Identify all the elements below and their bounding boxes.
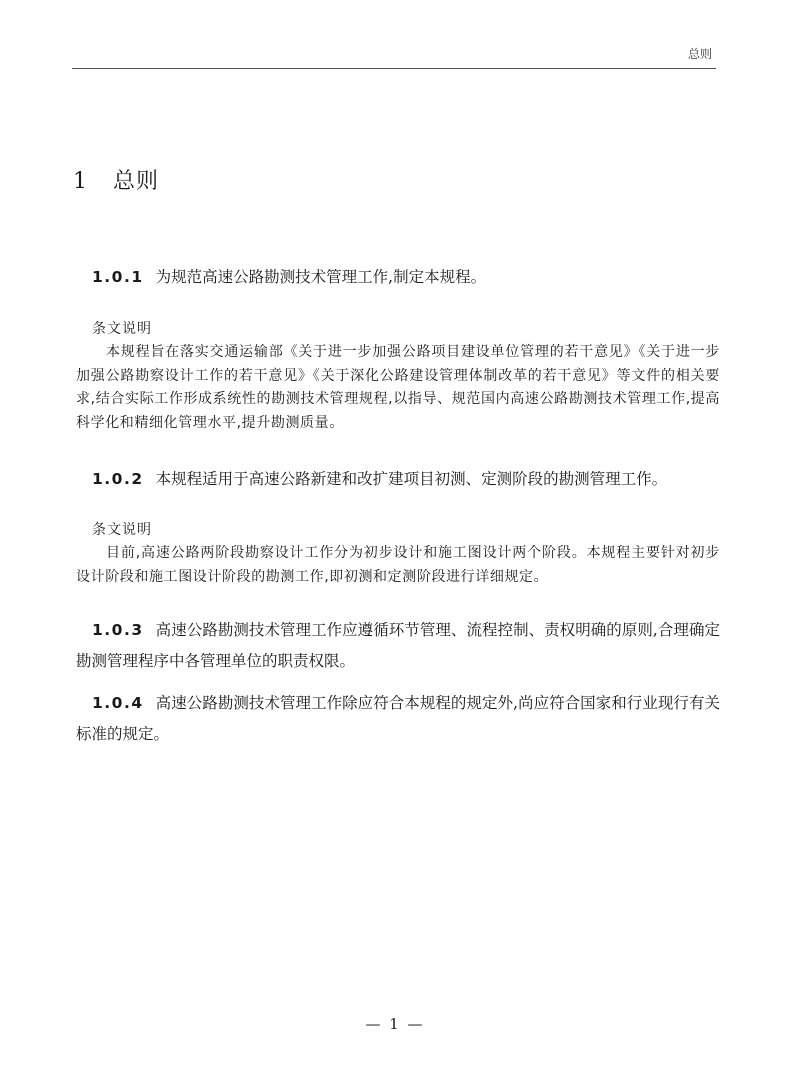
explanation-heading: 条文说明 <box>92 522 152 538</box>
clause-paragraph <box>76 615 720 677</box>
clause-number: 1.0.3 <box>92 621 144 639</box>
chapter-number: 1 <box>73 169 88 194</box>
clause-number: 1.0.2 <box>92 470 144 488</box>
explanation-1 <box>76 318 720 435</box>
clause-1-0-3 <box>76 615 720 677</box>
chapter-title: 总则 <box>113 169 160 194</box>
clause-number: 1.0.1 <box>92 268 144 286</box>
explanation-2 <box>76 519 720 589</box>
clause-text: 高速公路勘测技术管理工作应遵循环节管理、流程控制、责权明确的原则,合理确定勘测管理程序中各管理单位的职责权限。 <box>76 621 720 670</box>
explanation-heading: 条文说明 <box>92 321 152 337</box>
clause-number: 1.0.4 <box>92 694 144 712</box>
clause-text: 本规程适用于高速公路新建和改扩建项目初测、定测阶段的勘测管理工作。 <box>155 470 668 488</box>
chapter-heading <box>73 164 159 195</box>
clause-1-0-1 <box>76 262 720 293</box>
explanation-text: 本规程旨在落实交通运输部《关于进一步加强公路项目建设单位管理的若干意见》《关于进一步加强公路勘察设计工作的若干意见》《关于深化公路建设管理体制改革的若干意见》等文件的相关要求,结合实际工作形成系统性的勘测技术管理规程,以指导、规范国内高速公路勘测技术管理工作,提高科学化和精细化管理水平,提升勘测质量。 <box>76 344 720 431</box>
clause-text: 高速公路勘测技术管理工作除应符合本规程的规定外,尚应符合国家和行业现行有关标准的规定。 <box>76 694 720 743</box>
clause-1-0-2 <box>76 464 720 495</box>
clause-paragraph <box>76 464 720 495</box>
clause-paragraph <box>76 262 720 293</box>
header-rule <box>72 68 716 69</box>
clause-paragraph <box>76 688 720 750</box>
clause-1-0-4 <box>76 688 720 750</box>
page-number: — 1 — <box>365 1015 425 1033</box>
explanation-text: 目前,高速公路两阶段勘察设计工作分为初步设计和施工图设计两个阶段。本规程主要针对初步设计阶段和施工图设计阶段的勘测工作,即初测和定测阶段进行详细规定。 <box>76 545 720 585</box>
clause-text: 为规范高速公路勘测技术管理工作,制定本规程。 <box>155 268 487 286</box>
running-header: 总则 <box>687 47 712 61</box>
